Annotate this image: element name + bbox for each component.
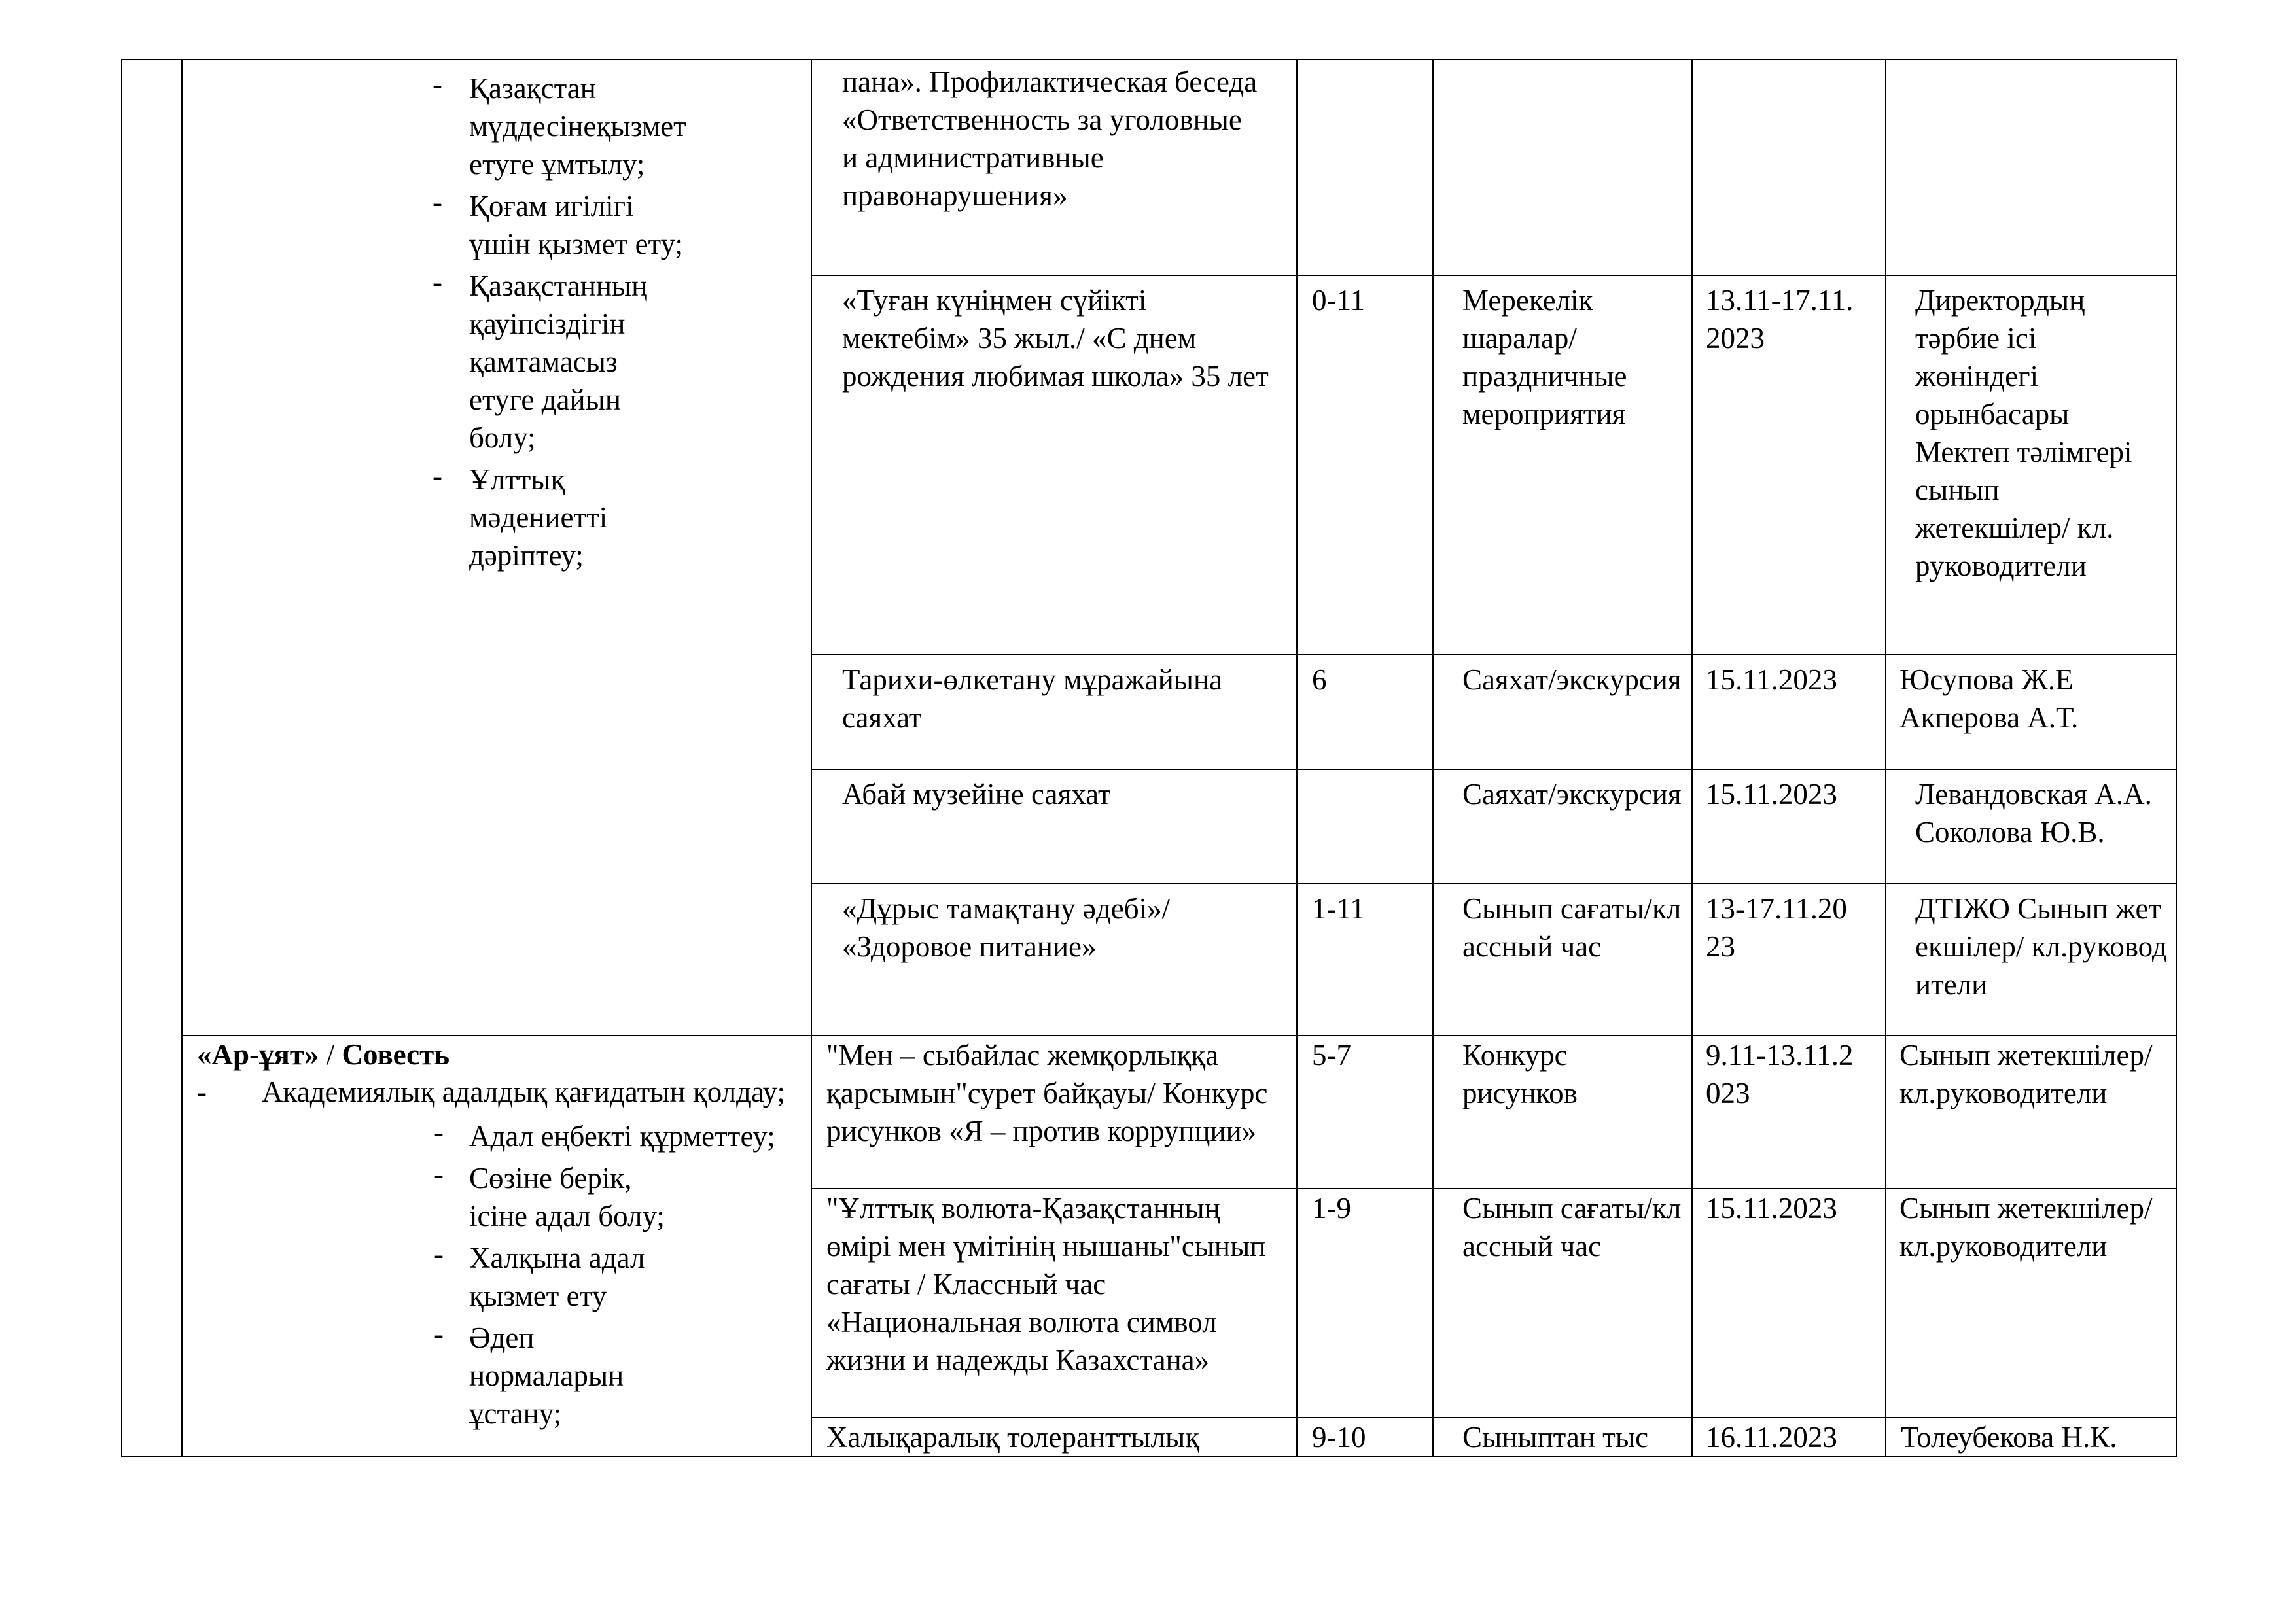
event-cell: Халықаралық толеранттылық xyxy=(811,1418,1297,1457)
date-cell: 16.11.2023 xyxy=(1692,1418,1886,1457)
list-item: - Адал еңбекті құрметтеу; xyxy=(434,1116,775,1153)
date-cell xyxy=(1692,60,1886,275)
responsible-cell xyxy=(1886,60,2176,275)
responsible-cell: ДТІЖО Сынып жетекшілер/ кл.руководители xyxy=(1886,884,2176,1036)
responsible-cell: Сынып жетекшілер/ кл.руководители xyxy=(1886,1189,2176,1418)
value-list xyxy=(183,60,811,574)
form-cell: Саяхат/экскурсия xyxy=(1433,655,1692,769)
form-cell: Сыныптан тыс xyxy=(1433,1418,1692,1457)
form-cell xyxy=(1433,60,1692,275)
event-cell: Тарихи-өлкетану мұражайына саяхат xyxy=(811,655,1297,769)
grades-cell: 9-10 xyxy=(1297,1418,1433,1457)
grades-cell: 0-11 xyxy=(1297,275,1433,655)
grades-cell: 1-11 xyxy=(1297,884,1433,1036)
list-item: - Сөзіне берік, ісіне адал болу; xyxy=(434,1158,665,1232)
date-cell: 15.11.2023 xyxy=(1692,1189,1886,1418)
responsible-cell: Левандовская А.А. Соколова Ю.В. xyxy=(1886,769,2176,884)
event-plan-table xyxy=(121,59,2177,1457)
list-item: - Қазақстанның қауіпсіздігін қамтамасыз етуге дайын болу; xyxy=(433,266,648,454)
date-cell: 13.11-17.11.2023 xyxy=(1692,275,1886,655)
event-cell: «Туған күніңмен сүйікті мектебім» 35 жыл./ «С днем рождения любимая школа» 35 лет xyxy=(811,275,1297,655)
table-row xyxy=(122,60,2176,275)
responsible-cell: Сынып жетекшілер/ кл.руководители xyxy=(1886,1036,2176,1189)
grades-cell xyxy=(1297,769,1433,884)
list-item: - Әдеп нормаларын ұстану; xyxy=(434,1318,624,1430)
list-item: - Қоғам игілігі үшін қызмет ету; xyxy=(433,186,684,260)
grades-cell: 6 xyxy=(1297,655,1433,769)
responsible-cell: Юсупова Ж.Е Акперова А.Т. xyxy=(1886,655,2176,769)
date-cell: 15.11.2023 xyxy=(1692,769,1886,884)
first-value: - Академиялық адалдық қағидатын қолдау; xyxy=(197,1075,786,1108)
responsible-cell: Директордың тәрбие ісі жөніндегі орынбасары Мектеп тәлімгері сынып жетекшілер/ кл. руководители xyxy=(1886,275,2176,655)
table-row xyxy=(122,1036,2176,1189)
form-cell: Саяхат/экскурсия xyxy=(1433,769,1692,884)
list-item: - Ұлттық мәдениетті дәріптеу; xyxy=(433,459,608,572)
grades-cell: 5-7 xyxy=(1297,1036,1433,1189)
value-list xyxy=(183,1117,811,1433)
date-cell: 9.11-13.11.2023 xyxy=(1692,1036,1886,1189)
form-cell: Конкурс рисунков xyxy=(1433,1036,1692,1189)
event-cell: «Дұрыс тамақтану әдебі»/ «Здоровое питание» xyxy=(811,884,1297,1036)
number-cell xyxy=(122,60,182,1457)
section-title: «Ар-ұят» / Совесть xyxy=(197,1038,450,1071)
form-cell: Сынып сағаты/классный час xyxy=(1433,1189,1692,1418)
list-item: - Қазақстан мүддесінеқызмет етуге ұмтылу; xyxy=(433,68,686,181)
value-cell xyxy=(182,1036,811,1457)
event-cell: "Ұлттық волюта-Қазақстанның өмірі мен үмітінің нышаны"сынып сағаты / Классный час «Национальная волюта символ жизни и надежды Казахстана» xyxy=(811,1189,1297,1418)
value-cell xyxy=(182,60,811,1036)
date-cell: 15.11.2023 xyxy=(1692,655,1886,769)
form-cell: Сынып сағаты/классный час xyxy=(1433,884,1692,1036)
grades-cell: 1-9 xyxy=(1297,1189,1433,1418)
responsible-cell: Толеубекова Н.К. xyxy=(1886,1418,2176,1457)
event-cell: Абай музейіне саяхат xyxy=(811,769,1297,884)
grades-cell xyxy=(1297,60,1433,275)
event-cell: "Мен – сыбайлас жемқорлыққа қарсымын"сурет байқауы/ Конкурс рисунков «Я – против коррупции» xyxy=(811,1036,1297,1189)
list-item: - Халқына адал қызмет ету xyxy=(434,1238,645,1312)
date-cell: 13-17.11.2023 xyxy=(1692,884,1886,1036)
event-cell: пана». Профилактическая беседа «Ответственность за уголовные и административные правонарушения» xyxy=(811,60,1297,275)
form-cell: Мерекелік шаралар/ праздничные мероприятия xyxy=(1433,275,1692,655)
